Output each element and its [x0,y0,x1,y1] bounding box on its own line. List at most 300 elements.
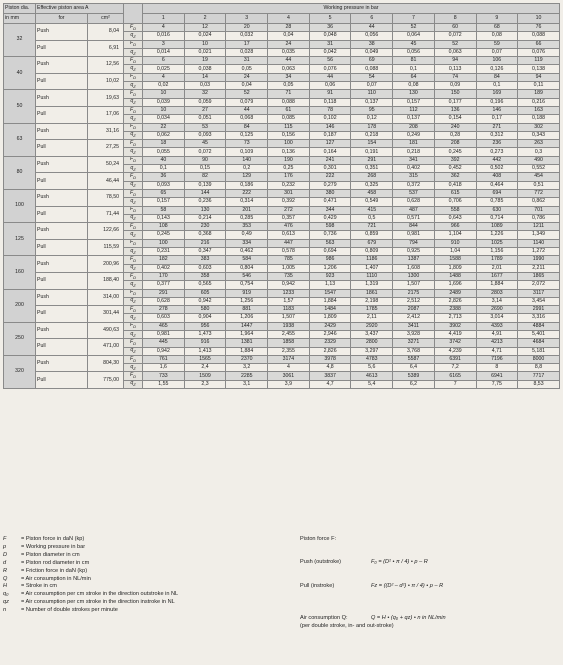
force-value-cell: 923 [309,272,351,280]
air-value-cell: 0,218 [351,131,393,139]
force-symbol-cell [124,322,143,330]
air-value-cell: 1,256 [226,297,268,305]
force-value-cell: 222 [226,189,268,197]
legend-symbol: Q [3,575,8,582]
force-value-cell: 208 [434,140,476,148]
force-value-cell: 1110 [351,272,393,280]
air-value-cell: 0,157 [393,98,435,106]
air-value-cell: 0,136 [268,148,310,156]
symbol-subscript: Z [133,183,136,189]
force-value-cell: 630 [476,206,518,214]
air-value-cell: 0,137 [351,98,393,106]
force-value-cell: 181 [393,140,435,148]
symbol-subscript: Z [133,50,136,56]
air-value-cell: 0,05 [226,65,268,73]
force-value-cell: 18 [143,140,185,148]
symbol-main: F [129,338,134,345]
air-value-cell: 0,079 [226,98,268,106]
air-value-cell: 0,273 [476,148,518,156]
legend-text: = Piston force in daN (kp) [21,536,85,542]
symbol-subscript: Z [133,365,136,371]
force-value-cell: 76 [518,24,560,32]
legend-text: = Stroke in cm [21,583,57,590]
pressure-header-cell: 9 [476,14,518,24]
air-value-cell: 0,014 [143,48,185,56]
force-symbol-cell [124,140,143,148]
air-value-cell: 0,377 [143,281,185,289]
air-value-cell: 0,056 [351,32,393,40]
air-value-cell: 0,188 [518,115,560,123]
force-value-cell: 2370 [226,355,268,363]
symbol-subscript: Z [133,166,136,172]
force-value-cell: 1447 [226,322,268,330]
air-value-cell: 0,5 [351,214,393,222]
air-value-cell: 8 [476,364,518,372]
air-value-cell: 0,08 [393,82,435,90]
force-value-cell: 2991 [518,306,560,314]
pressure-header-cell: 2 [184,14,226,24]
force-value-cell: 4 [143,73,185,81]
symbol-subscript: Z [133,150,136,156]
symbol-main: F [129,156,134,163]
force-value-cell: 169 [476,90,518,98]
symbol-subscript: Z [133,382,136,388]
force-value-cell: 986 [309,256,351,264]
air-value-cell: 0,156 [268,131,310,139]
pull-area-cell: 301,44 [88,306,124,323]
air-value-cell: 0,285 [226,214,268,222]
symbol-main: q [130,264,134,271]
force-value-cell: 52 [226,90,268,98]
air-symbol-cell [124,115,143,123]
force-value-cell: 2920 [351,322,393,330]
symbol-main: q [130,98,134,105]
air-value-cell: 0,038 [184,65,226,73]
air-symbol-cell [124,347,143,355]
legend-text: = Friction force in daN (kp) [21,567,88,574]
symbol-main: q [130,31,134,38]
force-value-cell: 966 [434,223,476,231]
force-value-cell: 150 [434,90,476,98]
table-row [4,256,560,264]
air-value-cell: 3,928 [393,330,435,338]
air-value-cell: 0,981 [143,330,185,338]
header-row-2 [4,14,560,24]
push-formula-label: Push (outstroke) [300,559,342,565]
air-value-cell: 0,736 [309,231,351,239]
legend-symbol: d [3,559,7,566]
air-value-cell: 0,102 [309,115,351,123]
force-symbol-cell [124,206,143,214]
force-value-cell: 44 [351,24,393,32]
pull-area-cell: 46,44 [88,173,124,190]
air-value-cell: 0,343 [518,131,560,139]
force-value-cell: 8000 [518,355,560,363]
force-value-cell: 1858 [268,339,310,347]
force-value-cell: 146 [476,106,518,114]
force-value-cell: 178 [351,123,393,131]
push-label-cell: Push [36,256,88,273]
air-value-cell: 0,039 [143,98,185,106]
air-value-cell: 1,608 [393,264,435,272]
piston-diameter-cell: 50 [4,90,36,123]
force-value-cell: 5587 [393,355,435,363]
legend-item [3,544,293,552]
symbol-subscript: Z [133,133,136,139]
force-value-cell: 127 [309,140,351,148]
air-value-cell: 3,437 [351,330,393,338]
air-value-cell: 0,218 [393,148,435,156]
symbol-main: F [129,206,134,213]
legend-item [3,552,293,560]
legend-text: = Air consumption per cm stroke in the direction outstroke in NL [21,591,179,598]
air-value-cell: 0,368 [184,231,226,239]
table-row [4,40,560,48]
air-value-cell: 0,942 [143,347,185,355]
air-value-cell: 1,206 [309,264,351,272]
piston-diameter-cell: 80 [4,156,36,189]
air-value-cell: 0,177 [434,98,476,106]
table-row [4,156,560,164]
air-value-cell: 1,884 [476,281,518,289]
force-value-cell: 353 [226,223,268,231]
air-value-cell: 2,072 [518,281,560,289]
force-value-cell: 216 [184,239,226,247]
force-value-cell: 91 [309,90,351,98]
air-value-cell: 7,2 [434,364,476,372]
air-value-cell: 1,226 [476,231,518,239]
symbol-main: q [130,231,134,238]
force-value-cell: 1484 [309,306,351,314]
symbol-main: q [130,330,134,337]
symbol-main: q [130,297,134,304]
force-value-cell: 74 [434,73,476,81]
air-value-cell: 2,4 [184,364,226,372]
air-value-cell: 1,413 [184,347,226,355]
air-value-cell: 0,418 [434,181,476,189]
force-value-cell: 881 [226,306,268,314]
air-value-cell: 0,056 [393,48,435,56]
header-piston-dia: Piston dia. [4,4,36,14]
force-value-cell: 6391 [434,355,476,363]
air-value-cell: 0,03 [184,82,226,90]
pull-label-cell: Pull [36,106,88,123]
air-value-cell: 0,429 [309,214,351,222]
air-value-cell: 0,04 [268,32,310,40]
force-value-cell: 694 [476,189,518,197]
pull-area-cell: 10,02 [88,73,124,90]
symbol-subscript: D [133,92,137,98]
air-value-cell: 0,016 [143,32,185,40]
air-value-cell: 4,419 [434,330,476,338]
symbol-subscript: Z [133,332,136,338]
air-value-cell: 5,4 [351,380,393,388]
symbol-main: q [130,65,134,72]
air-value-cell: 0,714 [476,214,518,222]
legend-item [3,583,293,591]
force-value-cell: 1789 [476,256,518,264]
force-value-cell: 2803 [476,289,518,297]
air-value-cell: 0,06 [309,82,351,90]
air-symbol-cell [124,131,143,139]
force-value-cell: 2690 [476,306,518,314]
force-value-cell: 263 [518,140,560,148]
air-value-cell: 0,024 [184,32,226,40]
force-symbol-cell [124,272,143,280]
force-symbol-cell [124,289,143,297]
symbol-main: q [130,214,134,221]
air-value-cell: 0,549 [351,198,393,206]
air-value-cell: 0,139 [184,181,226,189]
air-value-cell: 1,349 [518,231,560,239]
force-value-cell: 380 [309,189,351,197]
force-value-cell: 1387 [393,256,435,264]
air-value-cell: 0,109 [226,148,268,156]
force-value-cell: 844 [393,223,435,231]
table-row [4,372,560,380]
pull-area-cell: 17,06 [88,106,124,123]
force-value-cell: 95 [351,106,393,114]
push-label-cell: Push [36,123,88,140]
force-value-cell: 68 [476,24,518,32]
symbol-subscript: D [133,25,137,31]
piston-diameter-cell: 32 [4,24,36,57]
force-value-cell: 130 [393,90,435,98]
air-value-cell: 0,1 [143,165,185,173]
table-row [4,223,560,231]
force-value-cell: 4684 [518,339,560,347]
force-value-cell: 27 [184,106,226,114]
force-value-cell: 4884 [518,322,560,330]
force-value-cell: 3978 [309,355,351,363]
air-value-cell: 0,125 [226,131,268,139]
symbol-main: q [130,81,134,88]
air-value-cell: 0,462 [226,248,268,256]
header-effective-area: Effective piston area A [36,4,124,14]
table-row [4,322,560,330]
force-value-cell: 344 [309,206,351,214]
air-value-cell: 0,088 [268,98,310,106]
symbol-subscript: D [133,224,137,230]
air-value-cell: 0,3 [518,148,560,156]
legend-item [3,536,293,544]
air-symbol-cell [124,181,143,189]
legend-text: = Air consumption in NL/min [21,575,91,582]
air-value-cell: 3,454 [518,297,560,305]
header-row-1 [4,4,560,14]
pull-label-cell: Pull [36,206,88,223]
air-value-cell: 0,249 [393,131,435,139]
force-value-cell: 7717 [518,372,560,380]
symbol-subscript: Z [133,67,136,73]
air-value-cell: 0,571 [393,214,435,222]
force-value-cell: 115 [268,123,310,131]
air-value-cell: 0,09 [434,82,476,90]
air-value-cell: 3,9 [268,380,310,388]
table-row [4,239,560,247]
air-value-cell: 1,473 [184,330,226,338]
force-value-cell: 201 [226,206,268,214]
air-value-cell: 0,214 [184,214,226,222]
symbol-subscript: Z [133,100,136,106]
air-symbol-cell [124,98,143,106]
symbol-subscript: D [133,42,137,48]
air-value-cell: 2,355 [268,347,310,355]
air-value-cell: 0,186 [226,181,268,189]
force-value-cell: 615 [434,189,476,197]
force-value-cell: 2800 [351,339,393,347]
symbol-subscript: Z [133,199,136,205]
force-value-cell: 383 [184,256,226,264]
air-symbol-cell [124,380,143,388]
symbol-subscript: D [133,175,137,180]
air-value-cell: 1,55 [143,380,185,388]
force-value-cell: 45 [393,40,435,48]
legend-symbol: F [3,536,7,542]
table-row [4,57,560,65]
force-value-cell: 38 [351,40,393,48]
force-value-cell: 6941 [476,372,518,380]
push-area-cell: 314,00 [88,289,124,306]
air-value-cell: 0,02 [143,82,185,90]
force-value-cell: 66 [518,40,560,48]
force-value-cell: 44 [309,73,351,81]
force-symbol-cell [124,90,143,98]
force-value-cell: 1140 [518,239,560,247]
air-symbol-cell [124,364,143,372]
piston-diameter-cell: 100 [4,189,36,222]
force-value-cell: 558 [434,206,476,214]
force-value-cell: 701 [518,206,560,214]
air-value-cell: 0,05 [268,82,310,90]
force-value-cell: 240 [434,123,476,131]
pull-formula-label: Pull (instroke) [300,583,335,589]
force-value-cell: 291 [143,289,185,297]
symbol-main: F [129,139,134,146]
legend-symbol: H [3,583,8,590]
air-value-cell: 0,025 [143,65,185,73]
air-value-cell: 1,272 [518,248,560,256]
force-value-cell: 61 [268,106,310,114]
air-symbol-cell [124,148,143,156]
force-symbol-cell [124,106,143,114]
force-value-cell: 44 [268,57,310,65]
table-row [4,73,560,81]
force-value-cell: 392 [434,156,476,164]
force-value-cell: 537 [393,189,435,197]
push-label-cell: Push [36,289,88,306]
air-value-cell: 0,1 [476,82,518,90]
air-value-cell: 7,75 [476,380,518,388]
air-value-cell: 3,2 [226,364,268,372]
header-for: for [36,14,88,24]
force-value-cell: 34 [268,73,310,81]
force-value-cell: 81 [393,57,435,65]
pull-area-cell: 115,59 [88,239,124,256]
air-value-cell: 0,118 [309,98,351,106]
symbol-main: F [129,106,134,113]
air-value-cell: 3,1 [226,380,268,388]
legend-text: = Number of double strokes per minute [21,607,118,614]
force-value-cell: 721 [351,223,393,231]
air-value-cell: 0,372 [393,181,435,189]
force-symbol-cell [124,173,143,181]
pull-label-cell: Pull [36,40,88,57]
air-value-cell: 1,809 [434,264,476,272]
force-symbol-cell [124,306,143,314]
legend-item [3,560,293,568]
force-value-cell: 58 [143,206,185,214]
force-symbol-cell [124,239,143,247]
symbol-subscript: D [133,374,137,380]
force-value-cell: 733 [143,372,185,380]
air-value-cell: 6,2 [393,380,435,388]
air-value-cell: 2,512 [393,297,435,305]
air-value-cell: 6,4 [393,364,435,372]
air-value-cell: 0,093 [184,131,226,139]
symbol-main: q [130,380,134,387]
symbol-main: q [130,314,134,321]
air-value-cell: 0,51 [518,181,560,189]
legend-text: = Working pressure in bar [21,543,86,550]
force-value-cell: 454 [518,173,560,181]
air-value-cell: 0,809 [351,248,393,256]
air-value-cell: 2,3 [184,380,226,388]
force-value-cell: 10 [184,40,226,48]
force-value-cell: 10 [143,90,185,98]
force-value-cell: 45 [184,140,226,148]
force-symbol-cell [124,57,143,65]
air-value-cell: 1,884 [309,297,351,305]
force-value-cell: 1381 [226,339,268,347]
air-value-cell: 0,063 [268,65,310,73]
force-symbol-cell [124,339,143,347]
air-value-cell: 0,402 [143,264,185,272]
force-value-cell: 140 [226,156,268,164]
symbol-main: F [129,40,134,47]
force-value-cell: 22 [143,123,185,131]
air-value-cell: 0,804 [226,264,268,272]
air-value-cell: 0,12 [351,115,393,123]
air-value-cell: 0,471 [309,198,351,206]
force-value-cell: 271 [476,123,518,131]
force-value-cell: 334 [226,239,268,247]
push-area-cell: 8,04 [88,24,124,41]
piston-force-table-container [3,3,559,389]
force-value-cell: 32 [184,90,226,98]
force-value-cell: 3902 [434,322,476,330]
air-value-cell: 0,245 [143,231,185,239]
push-area-cell: 19,63 [88,90,124,107]
air-value-cell: 0,154 [434,115,476,123]
push-area-cell: 490,63 [88,322,124,339]
air-value-cell: 0,042 [309,48,351,56]
air-value-cell: 0,325 [351,181,393,189]
force-value-cell: 408 [476,173,518,181]
legend-text: = Air consumption per cm stroke in the direction instroke in NL [21,599,175,606]
symbol-subscript: Z [133,282,136,288]
air-value-cell: 0,2 [226,165,268,173]
push-area-cell: 804,30 [88,355,124,372]
pull-area-cell: 188,40 [88,272,124,289]
air-value-cell: 4,7 [309,380,351,388]
force-value-cell: 272 [268,206,310,214]
legend-item [3,568,293,576]
force-value-cell: 3271 [393,339,435,347]
symbol-subscript: D [133,274,137,280]
push-area-cell: 12,56 [88,57,124,74]
force-value-cell: 84 [476,73,518,81]
